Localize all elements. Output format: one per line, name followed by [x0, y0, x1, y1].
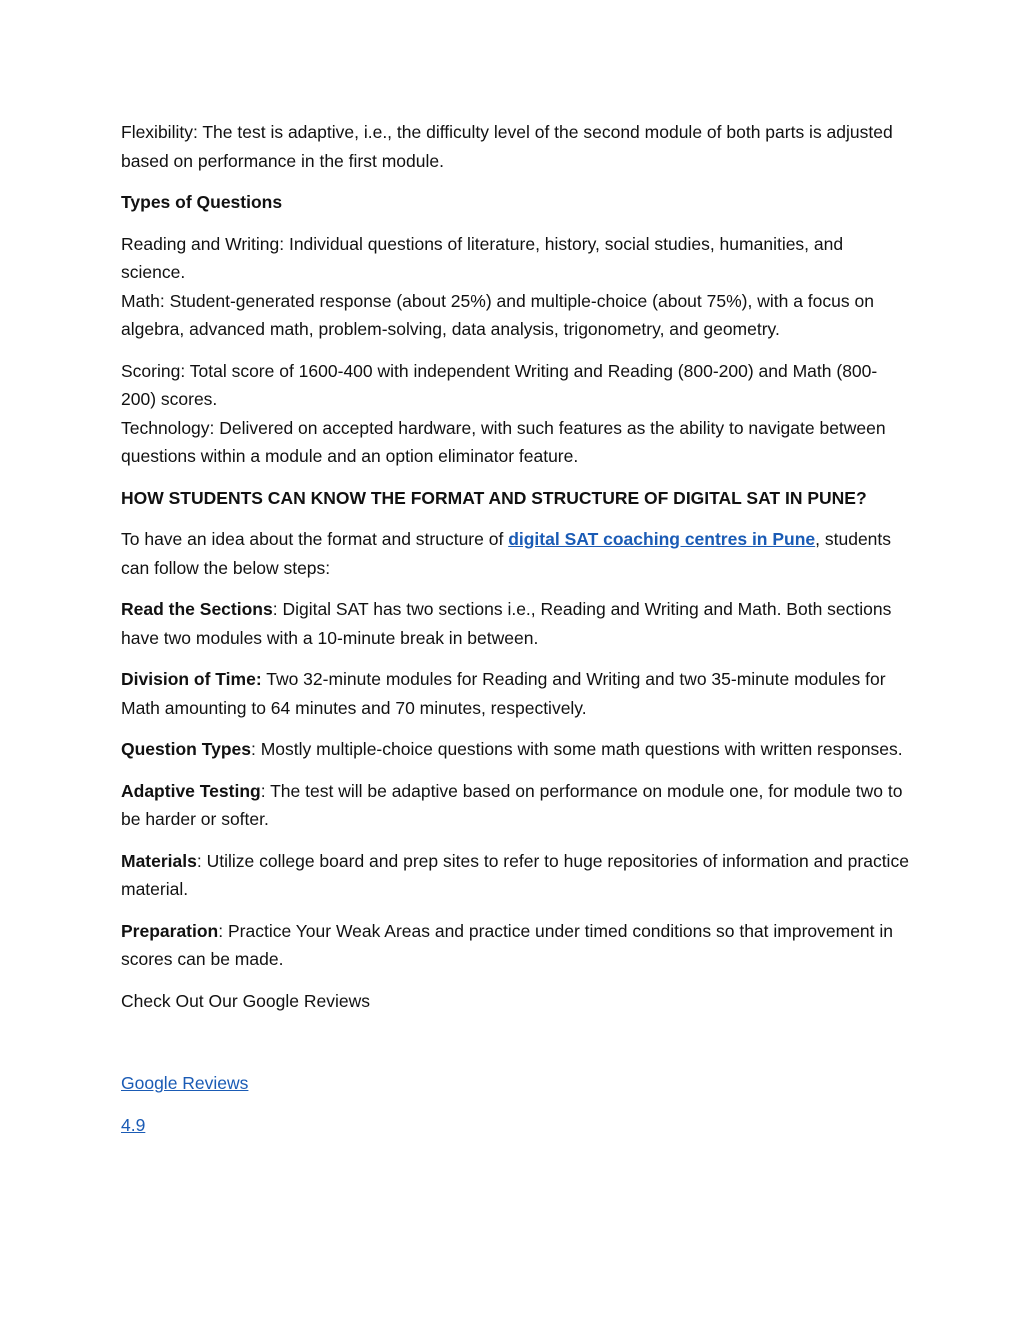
step-adaptive-testing: [121, 777, 911, 834]
step-text: : Utilize college board and prep sites to refer to huge repositories of information and practice material.: [121, 850, 909, 899]
step-label: Adaptive Testing: [121, 780, 261, 801]
flexibility-paragraph: Flexibility: The test is adaptive, i.e., the difficulty level of the second module of both parts is adjusted based on performance in the first module.: [121, 122, 893, 171]
reviews-callout: Check Out Our Google Reviews: [121, 990, 370, 1011]
step-read-sections: [121, 595, 911, 652]
scoring-technology-block: [121, 357, 911, 471]
step-division-of-time: [121, 665, 911, 722]
step-text: : The test will be adaptive based on performance on module one, for module two to be harder or softer.: [121, 780, 903, 829]
step-label: Division of Time:: [121, 669, 262, 689]
step-label: Read the Sections: [121, 599, 273, 619]
question-types-block: [121, 230, 911, 344]
step-label: Materials: [121, 850, 197, 871]
step-text: : Digital SAT has two sections i.e., Reading and Writing and Math. Both sections have two modules with a 10-minute break in between.: [121, 599, 892, 648]
scoring-line: Scoring: Total score of 1600-400 with independent Writing and Reading (800-200) and Math (800-200) scores.: [121, 360, 878, 409]
intro-text-after: , students can follow the below steps:: [121, 529, 892, 578]
step-question-types: [121, 735, 911, 764]
rating-link[interactable]: 4.9: [121, 1114, 146, 1135]
step-text: : Mostly multiple-choice questions with some math questions with written responses.: [250, 739, 903, 759]
intro-paragraph: [121, 525, 911, 582]
step-label: Preparation: [121, 920, 219, 941]
how-students-heading: HOW STUDENTS CAN KNOW THE FORMAT AND STRUCTURE OF DIGITAL SAT IN PUNE?: [121, 487, 867, 508]
intro-text-before: To have an idea about the format and structure of: [121, 529, 509, 549]
types-of-questions-heading: Types of Questions: [121, 192, 283, 212]
step-preparation: [121, 917, 911, 974]
document-page: [121, 118, 911, 1152]
google-reviews-line: [121, 1069, 911, 1098]
spacer: [121, 1028, 911, 1069]
rating-line: [121, 1111, 911, 1140]
step-materials: [121, 847, 911, 904]
step-text: : Practice Your Weak Areas and practice under timed conditions so that improvement in scores can be made.: [121, 920, 894, 969]
coaching-centres-link[interactable]: digital SAT coaching centres in Pune: [508, 529, 816, 549]
reading-writing-line: Reading and Writing: Individual questions of literature, history, social studies, humanities, and science.: [121, 233, 844, 282]
math-line: Math: Student-generated response (about 25%) and multiple-choice (about 75%), with a focus on algebra, advanced math, problem-solving, data analysis, trigonometry, and geometry.: [121, 290, 874, 339]
step-label: Question Types: [121, 739, 251, 759]
google-reviews-link[interactable]: Google Reviews: [121, 1073, 249, 1093]
technology-line: Technology: Delivered on accepted hardware, with such features as the ability to navigate between questions within a module and an option eliminator feature.: [121, 417, 886, 466]
step-text: Two 32-minute modules for Reading and Writing and two 35-minute modules for Math amounting to 64 minutes and 70 minutes, respectively.: [121, 669, 886, 718]
